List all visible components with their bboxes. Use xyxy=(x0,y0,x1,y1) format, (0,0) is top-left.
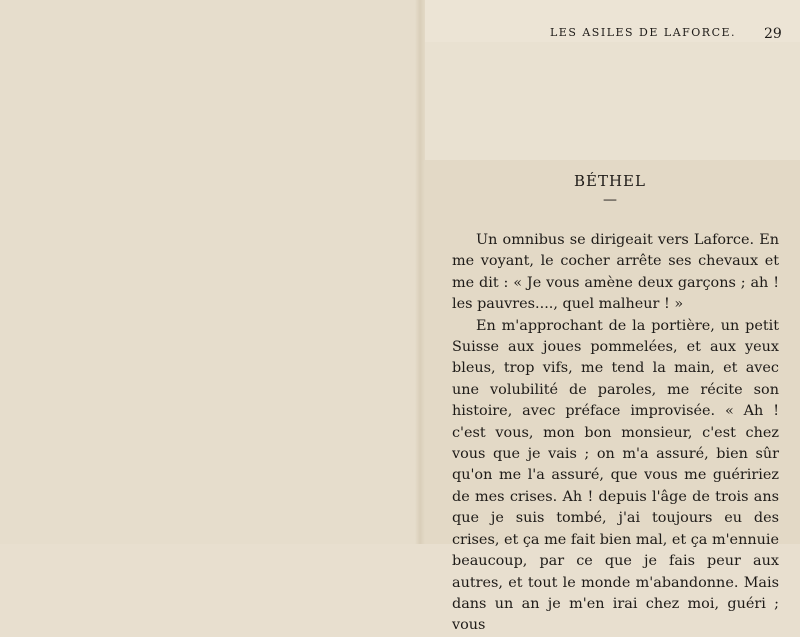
body-text xyxy=(452,230,779,637)
page-gutter xyxy=(415,0,425,544)
title-separator: — xyxy=(603,192,617,208)
page-number: 29 xyxy=(764,26,782,42)
left-page-blank xyxy=(0,0,420,544)
running-title: LES ASILES DE LAFORCE. xyxy=(550,26,737,39)
chapter-title: BÉTHEL xyxy=(574,172,646,190)
blank-band xyxy=(420,42,800,160)
paragraph-1: Un omnibus se dirigeait vers Laforce. En me voyant, le cocher arrête ses chevaux et me dit : « Je vous amène deux garçons ; ah ! les pauvres...., quel malheur ! » xyxy=(452,232,779,313)
paragraph-2: En m'approchant de la portière, un petit Suisse aux joues pommelées, et aux yeux bleus, trop vifs, me tend la main, et avec une volubilité de paroles, me récite son histoire, avec préface improvisée. « Ah ! c'est vous, mon bon monsieur, c'est chez vous que je vais ; on m'a assuré, bien sûr qu'on me l'a assuré, que vous me guéririez de mes crises. Ah ! depuis l'âge de trois ans que je suis tombé, j'ai toujours eu des crises, et ça me fait bien mal, et ça m'ennuie beaucoup, par ce que je fais peur aux autres, et tout le monde m'abandonne. Mais dans un an je m'en irai chez moi, guéri ; vous xyxy=(452,317,779,634)
